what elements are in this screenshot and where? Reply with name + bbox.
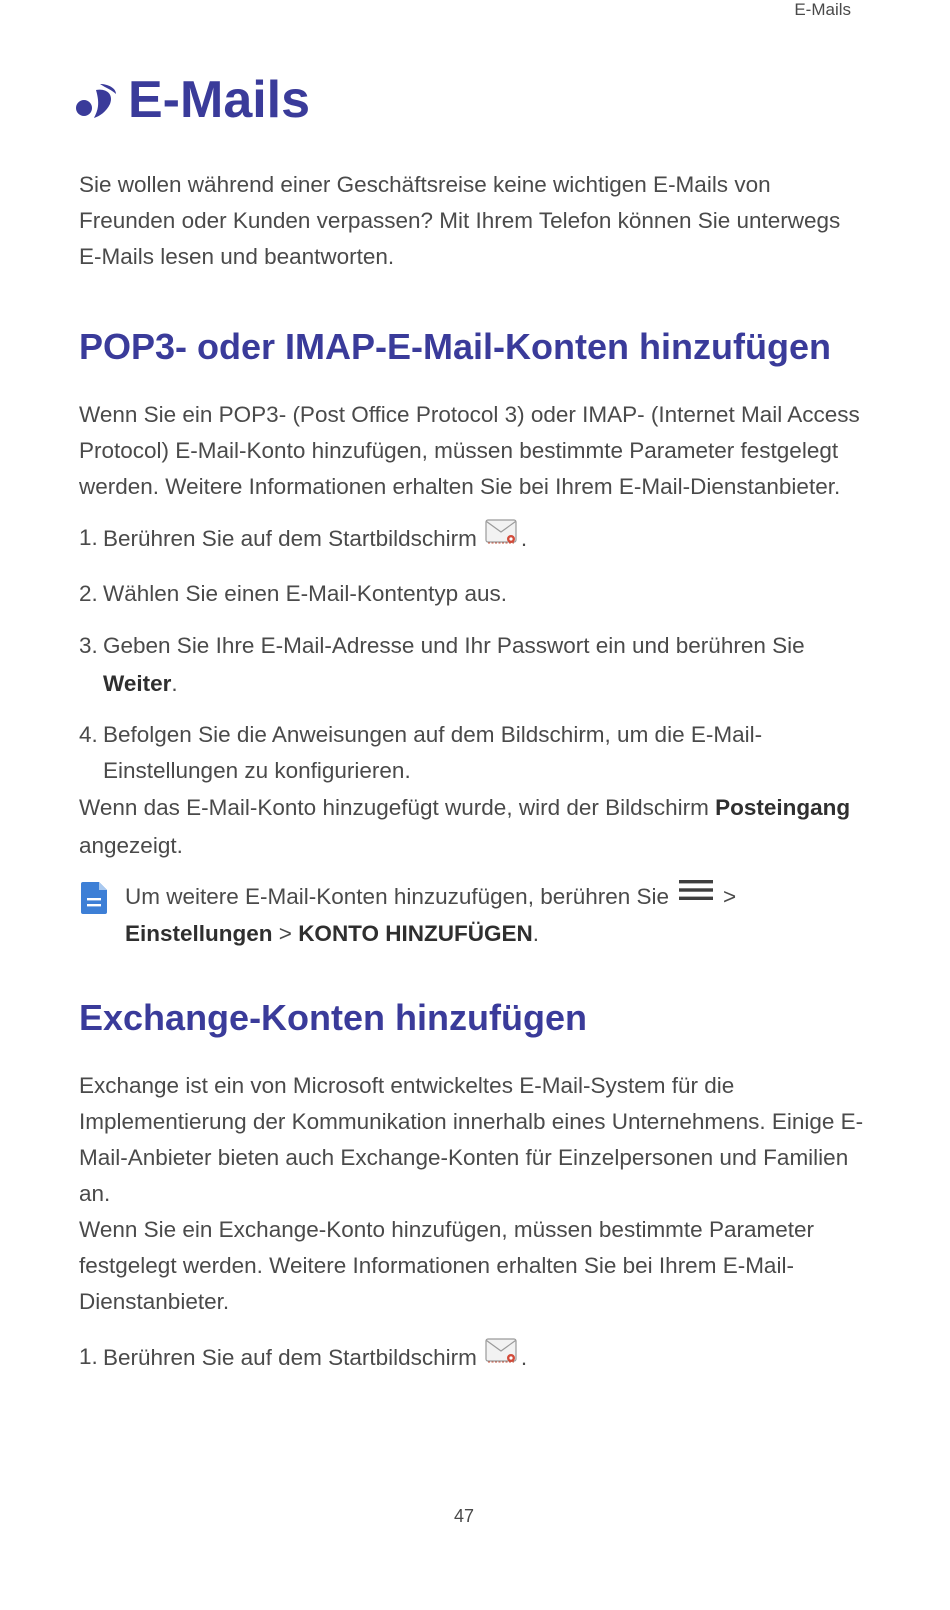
main-content [79, 167, 864, 1380]
list-item: 3. Geben Sie Ihre E-Mail-Adresse und Ihr Passwort ein und berühren Sie Weiter. [79, 633, 805, 696]
exchange-paragraph-2: Wenn Sie ein Exchange-Konto hinzufügen, müssen bestimmte Parameter festgelegt werden. Weitere Informationen erhalten Sie bei Ihrem E-Mail-Dienstanbieter. [79, 1217, 814, 1315]
menu-icon [679, 877, 713, 913]
chapter-bullet-icon [74, 78, 118, 122]
pop-section-paragraph: Wenn Sie ein POP3- (Post Office Protocol 3) oder IMAP- (Internet Mail Access Protocol) E-Mail-Konto hinzufügen, müssen bestimmte Parameter festgelegt werden. Weitere Informationen erhalten Sie bei Ihrem E-Mail-Dienstanbieter. [79, 402, 860, 499]
email-app-icon [485, 1336, 517, 1378]
list-item: 1. Berühren Sie auf dem Startbildschirm . [79, 519, 864, 561]
email-app-icon [485, 517, 517, 559]
section-heading-exchange: Exchange-Konten hinzufügen [79, 997, 587, 1039]
chapter-title-text: E-Mails [128, 71, 311, 129]
section-heading-pop-imap: POP3- oder IMAP-E-Mail-Konten hinzufügen [79, 326, 831, 367]
page-number: 47 [453, 1506, 475, 1526]
note-icon [79, 881, 109, 926]
list-item: 2. Wählen Sie einen E-Mail-Kontentyp aus. [79, 581, 507, 606]
list-item: 1. Berühren Sie auf dem Startbildschirm . [79, 1338, 864, 1380]
note-box: Um weitere E-Mail-Konten hinzuzufügen, berühren Sie > Einstellungen > KONTO HINZUFÜGEN. [79, 879, 864, 952]
list-item: 4. Befolgen Sie die Anweisungen auf dem Bildschirm, um die E-Mail-Einstellungen zu konfigurieren. [79, 722, 763, 783]
intro-paragraph: Sie wollen während einer Geschäftsreise keine wichtigen E-Mails von Freunden oder Kunden verpassen? Mit Ihrem Telefon können Sie unterwegs E-Mails lesen und beantworten. [79, 172, 841, 269]
exchange-paragraph-1: Exchange ist ein von Microsoft entwickeltes E-Mail-System für die Implementierung der Kommunikation innerhalb eines Unternehmens. Einige E-Mail-Anbieter bieten auch Exchange-Konten für Einzelpersonen und Familien an. [79, 1073, 864, 1207]
chapter-title [74, 68, 310, 132]
pop-steps-list [79, 519, 864, 789]
einstellungen-label: Einstellungen [125, 921, 273, 947]
konto-hinzufuegen-label: KONTO HINZUFÜGEN [298, 921, 533, 947]
exchange-steps-list [79, 1338, 864, 1380]
running-header: E-Mails [794, 0, 851, 19]
posteingang-label: Posteingang [715, 795, 851, 820]
result-paragraph: Wenn das E-Mail-Konto hinzugefügt wurde, wird der Bildschirm Posteingang angezeigt. [79, 795, 851, 858]
weiter-label: Weiter [103, 671, 172, 696]
